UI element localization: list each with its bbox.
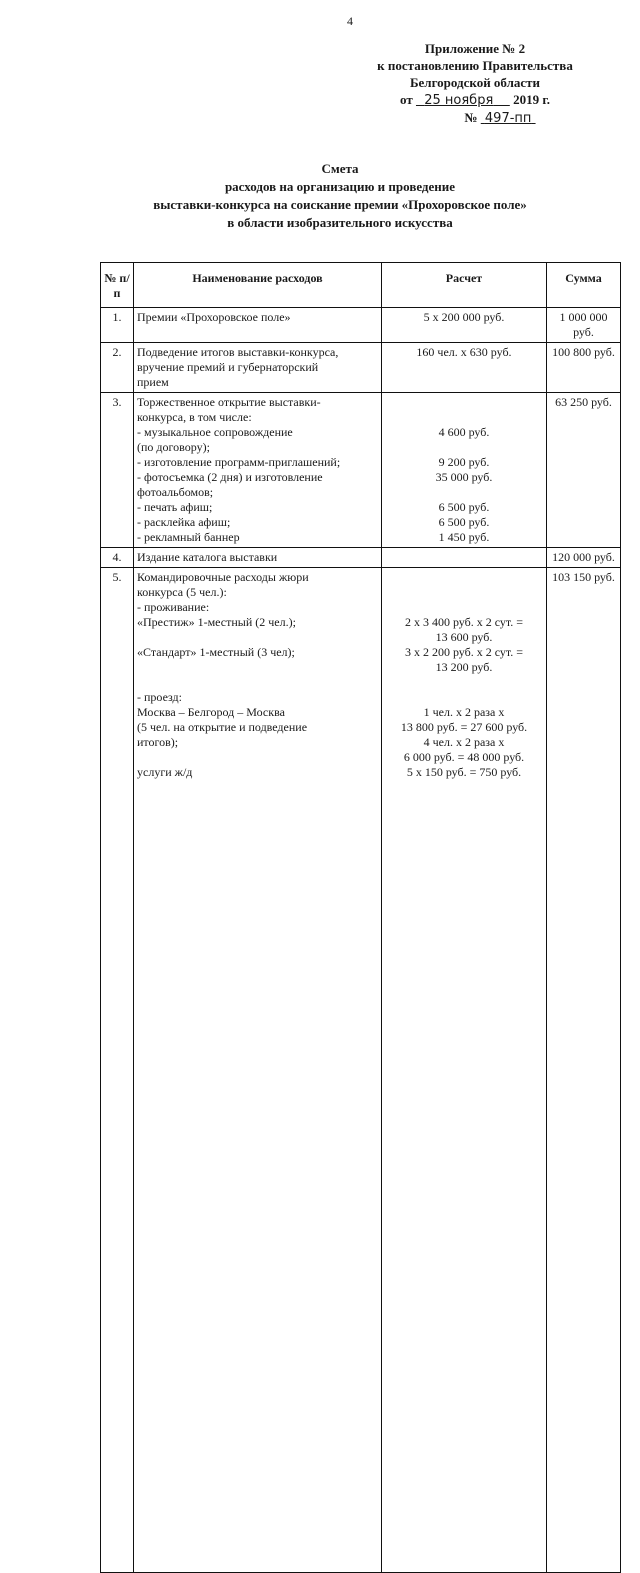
appendix-region: Белгородской области: [409, 75, 541, 90]
calculation: [382, 548, 547, 568]
expense-name: [134, 308, 382, 343]
expense-name: [134, 393, 382, 548]
title-line-1: Смета: [321, 161, 359, 176]
appendix-number-value: [481, 111, 536, 126]
calculation-line: 4 600 руб.: [438, 425, 490, 439]
row-sum: 120 000 руб.: [547, 548, 621, 568]
expense-name-line: конкурса, в том числе:: [137, 410, 252, 424]
calculation: [382, 393, 547, 548]
expense-name-line: Издание каталога выставки: [137, 550, 278, 564]
row-number: 2.: [101, 343, 134, 393]
appendix-number: [330, 109, 620, 127]
appendix-date: [330, 91, 620, 109]
table-row: [101, 393, 621, 548]
expense-name-line: [137, 660, 378, 675]
row-number: 4.: [101, 548, 134, 568]
expense-name-line: вручение премий и губернаторский: [137, 360, 319, 374]
expense-name-line: итогов);: [137, 735, 179, 749]
expense-name-line: - изготовление программ-приглашений;: [137, 455, 341, 469]
expense-name-line: «Стандарт» 1-местный (3 чел);: [137, 645, 295, 659]
appendix-date-handwritten: [416, 93, 510, 108]
calculation-line: [385, 600, 543, 615]
calculation-line: [385, 570, 543, 585]
expense-name-line: прием: [137, 375, 169, 389]
expense-name-line: Торжественное открытие выставки-: [137, 395, 321, 409]
calculation-line: 2 х 3 400 руб. х 2 сут. =: [404, 615, 524, 629]
table-row: [101, 343, 621, 393]
header-sum: Сумма: [547, 263, 621, 308]
expense-name-line: (5 чел. на открытие и подведение: [137, 720, 308, 734]
expense-name-line: [137, 750, 378, 765]
expense-name: [134, 548, 382, 568]
appendix-date-day-month: 25 ноября: [424, 93, 494, 108]
title-line-4: в области изобразительного искусства: [227, 215, 453, 230]
expense-name-line: услуги ж/д: [137, 765, 193, 779]
calculation-line: [385, 440, 543, 455]
row-sum: 103 150 руб.: [547, 568, 621, 1573]
expense-name-line: конкурса (5 чел.):: [137, 585, 227, 599]
calculation-line: 3 х 2 200 руб. х 2 сут. =: [404, 645, 524, 659]
expense-name-line: - проезд:: [137, 690, 182, 704]
row-number: 3.: [101, 393, 134, 548]
appendix-date-prefix: от: [400, 92, 413, 107]
table-body: [101, 308, 621, 1573]
expense-name-line: - рекламный баннер: [137, 530, 240, 544]
row-sum: 63 250 руб.: [547, 393, 621, 548]
table-row: [101, 548, 621, 568]
calculation-line: 1 450 руб.: [438, 530, 490, 544]
header-number: № п/п: [101, 263, 134, 308]
calculation-line: 1 чел. х 2 раза х: [423, 705, 505, 719]
table-header-row: [101, 263, 621, 308]
expense-name-line: - музыкальное сопровождение: [137, 425, 293, 439]
row-number: 5.: [101, 568, 134, 1573]
calculation-line: 4 чел. х 2 раза х: [423, 735, 505, 749]
expense-name-line: Командировочные расходы жюри: [137, 570, 309, 584]
appendix-reference: к постановлению Правительства: [377, 58, 573, 73]
expense-name-line: - проживание:: [137, 600, 210, 614]
expense-name-line: фотоальбомов;: [137, 485, 214, 499]
calculation-line: 5 х 200 000 руб.: [423, 310, 505, 324]
calculation-line: 13 200 руб.: [435, 660, 493, 674]
expense-name-line: (по договору);: [137, 440, 210, 454]
table-row: [101, 308, 621, 343]
appendix-header: [330, 40, 620, 127]
calculation: [382, 568, 547, 1573]
estimate-table: [100, 262, 621, 1573]
calculation-line: [385, 410, 543, 425]
calculation-line: 6 500 руб.: [438, 500, 490, 514]
calculation-line: [385, 485, 543, 500]
document-title: [60, 160, 620, 232]
row-number: 1.: [101, 308, 134, 343]
expense-name-line: - фотосъемка (2 дня) и изготовление: [137, 470, 323, 484]
calculation-line: [385, 360, 543, 375]
table-row: [101, 568, 621, 1573]
calculation-line: 5 х 150 руб. = 750 руб.: [406, 765, 522, 779]
calculation-line: [385, 375, 543, 390]
appendix-date-year: 2019 г.: [513, 92, 550, 107]
calculation-line: [385, 690, 543, 705]
expense-name-line: Москва – Белгород – Москва: [137, 705, 285, 719]
expense-name: [134, 568, 382, 1573]
appendix-number-text: 497-пп: [484, 111, 532, 126]
appendix-number-prefix: №: [464, 110, 478, 125]
calculation-line: 9 200 руб.: [438, 455, 490, 469]
expense-name-line: - печать афиш;: [137, 500, 213, 514]
appendix-title: Приложение № 2: [424, 41, 526, 56]
calculation: [382, 308, 547, 343]
row-sum: 1 000 000 руб.: [547, 308, 621, 343]
title-line-2: расходов на организацию и проведение: [224, 179, 456, 194]
calculation-line: 13 600 руб.: [435, 630, 493, 644]
expense-name-line: [137, 630, 378, 645]
calculation-line: [385, 585, 543, 600]
title-line-3: выставки-конкурса на соискание премии «Прохоровское поле»: [153, 197, 527, 212]
expense-name-line: [137, 675, 378, 690]
calculation-line: [385, 550, 543, 565]
page-number: 4: [347, 14, 353, 28]
header-name: Наименование расходов: [134, 263, 382, 308]
expense-name: [134, 343, 382, 393]
expense-name-line: Премии «Прохоровское поле»: [137, 310, 291, 324]
expense-name-line: «Престиж» 1-местный (2 чел.);: [137, 615, 296, 629]
row-sum: 100 800 руб.: [547, 343, 621, 393]
calculation-line: [385, 675, 543, 690]
calculation-line: 35 000 руб.: [435, 470, 493, 484]
calculation-line: 6 500 руб.: [438, 515, 490, 529]
calculation-line: 13 800 руб. = 27 600 руб.: [400, 720, 528, 734]
calculation-line: 160 чел. х 630 руб.: [416, 345, 512, 359]
calculation: [382, 343, 547, 393]
calculation-line: 6 000 руб. = 48 000 руб.: [403, 750, 525, 764]
expense-name-line: - расклейка афиш;: [137, 515, 231, 529]
expense-name-line: Подведение итогов выставки-конкурса,: [137, 345, 339, 359]
calculation-line: [385, 395, 543, 410]
header-calculation: Расчет: [382, 263, 547, 308]
